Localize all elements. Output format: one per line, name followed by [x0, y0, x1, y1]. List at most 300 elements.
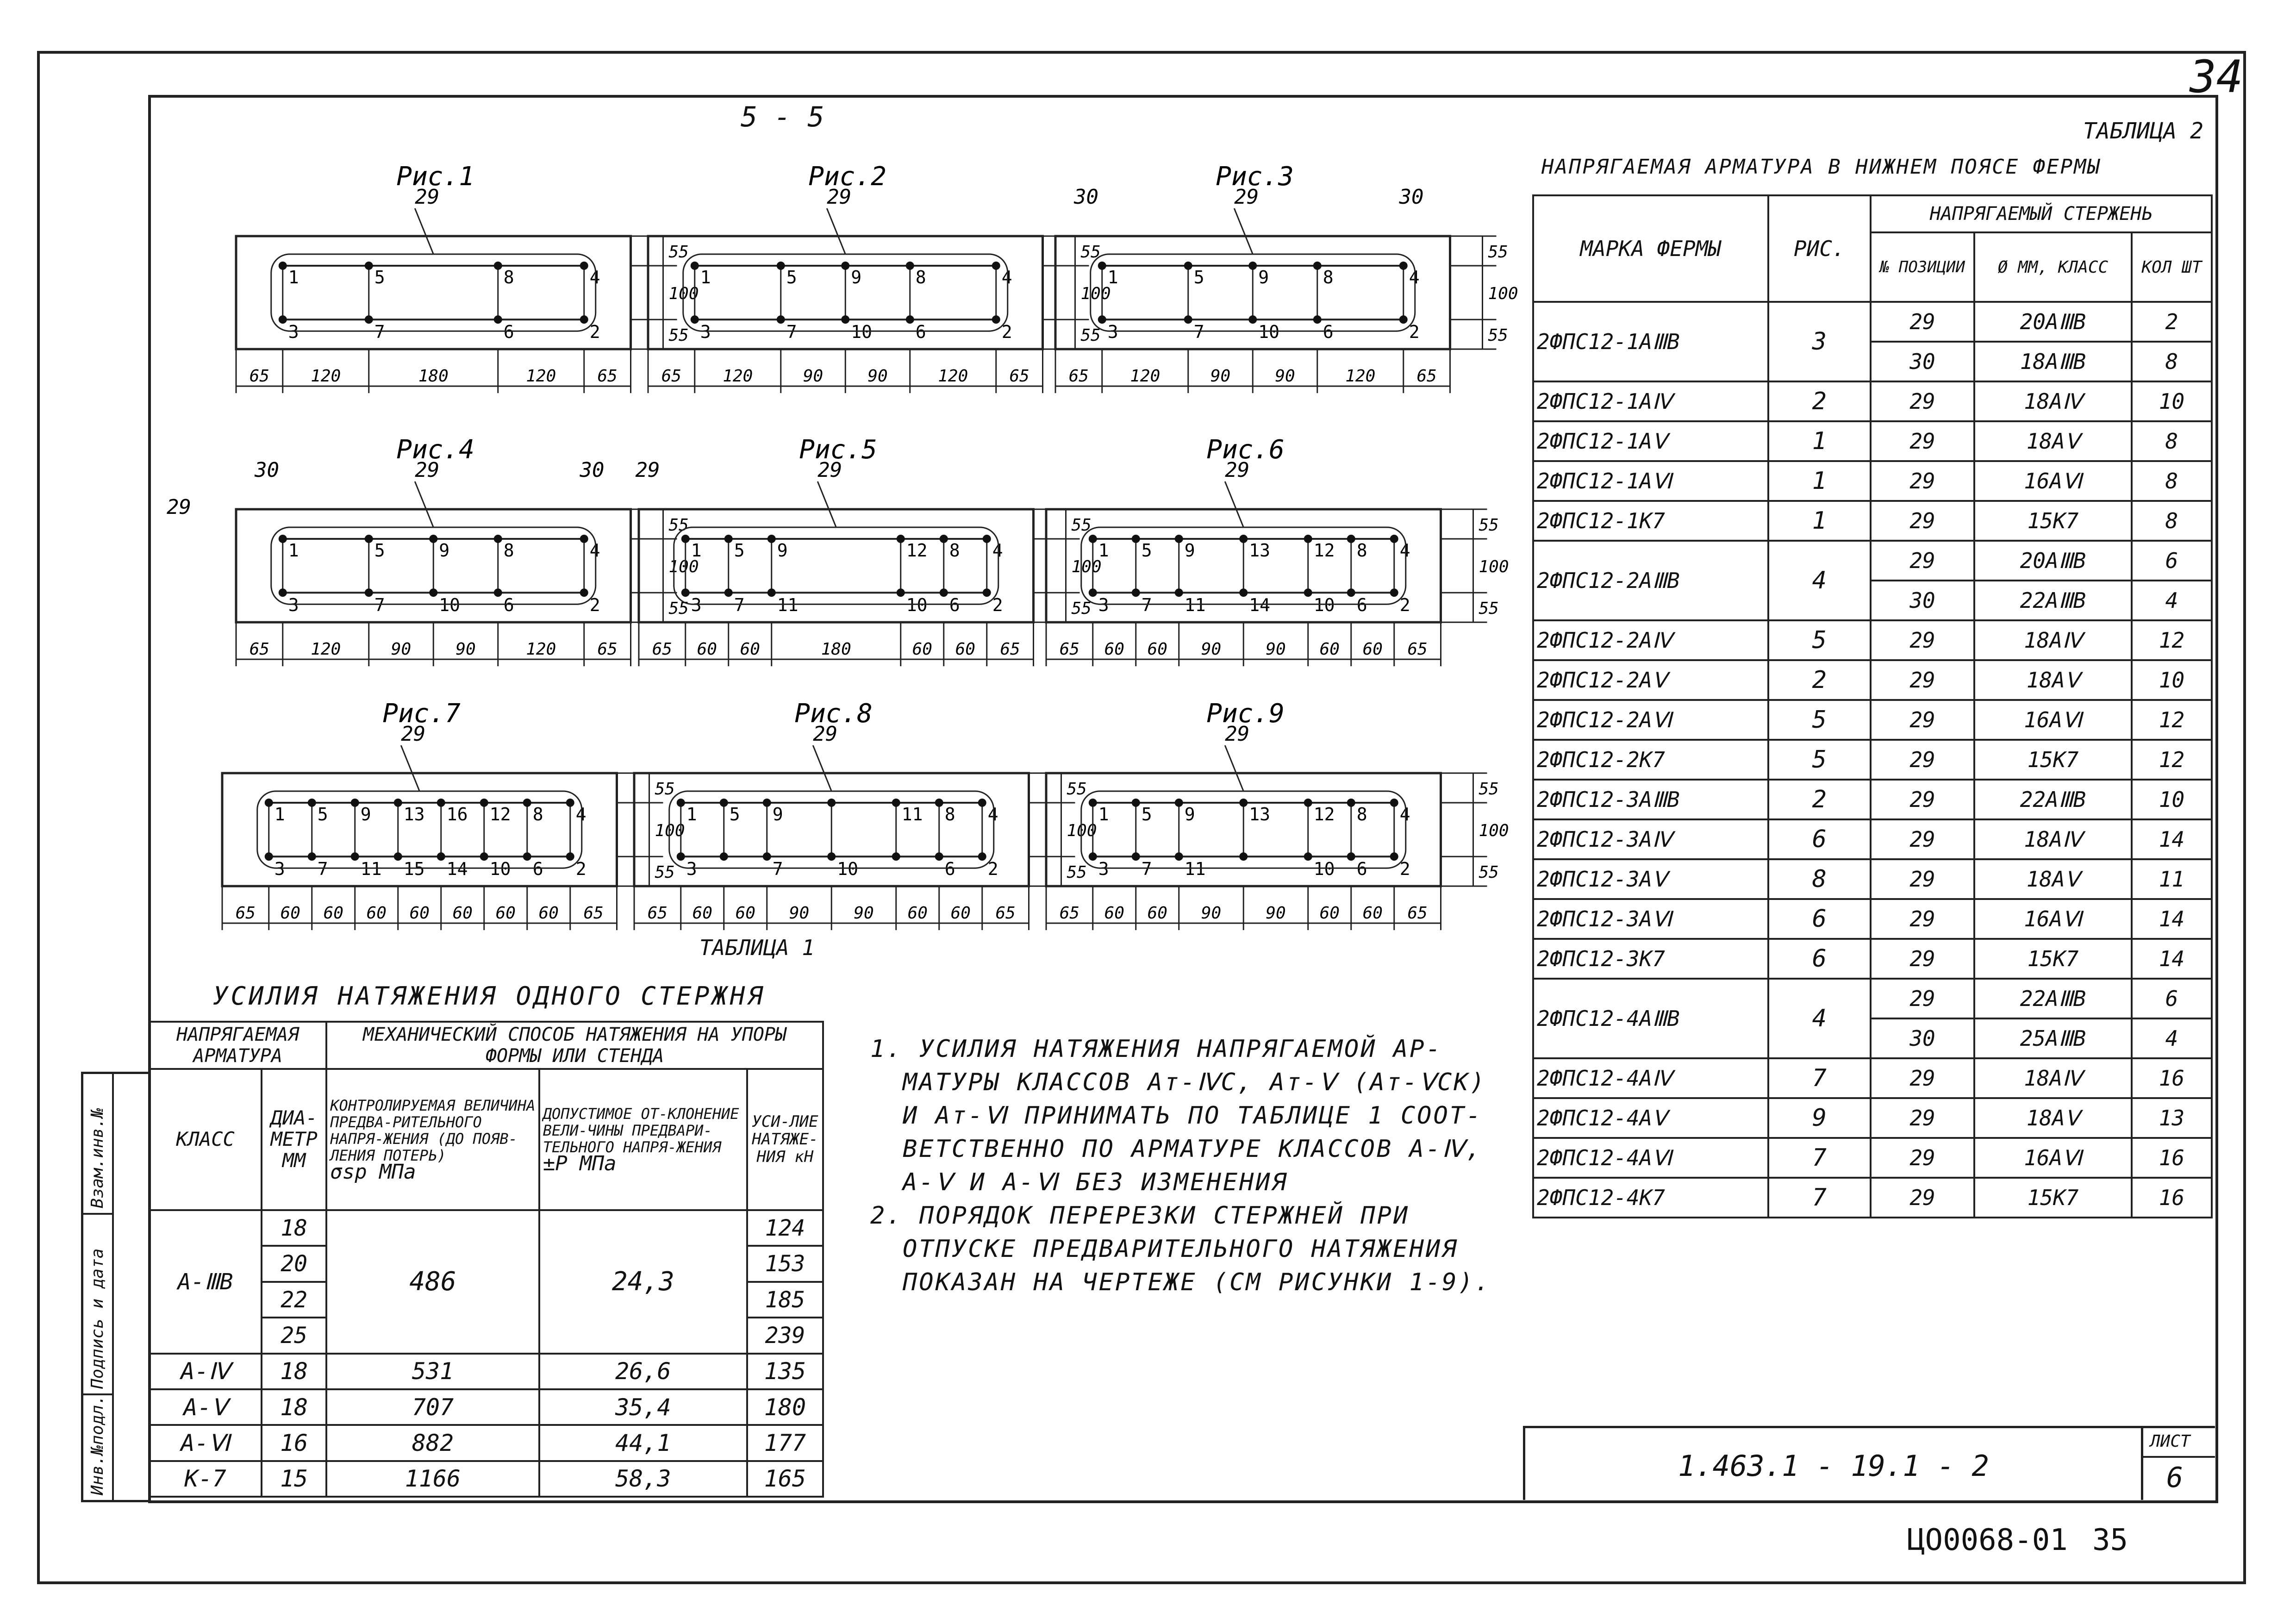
dim-label-vertical: 55: [1067, 779, 1087, 799]
bar-number: 2: [1399, 595, 1410, 616]
t2-mark: 2ФПС12-4АⅥ: [1533, 1138, 1768, 1178]
note-line: МАТУРЫ КЛАССОВ Ат-ⅣС, Ат-Ⅴ (Ат-ⅤСК): [903, 1068, 1486, 1096]
bar-number: 3: [1098, 859, 1109, 880]
leader-line: [1225, 745, 1243, 791]
t1-h-method: МЕХАНИЧЕСКИЙ СПОСОБ НАТЯЖЕНИЯ НА УПОРЫ ФОРМЫ ИЛИ СТЕНДА: [326, 1022, 823, 1069]
bar-number: 5: [1141, 804, 1152, 824]
t2-qty: 4: [2132, 1018, 2212, 1058]
table2-row: [1533, 939, 2212, 979]
bar-number: 11: [1184, 859, 1206, 880]
bar-number: 8: [949, 540, 960, 561]
table2-row: [1533, 1178, 2212, 1218]
bar-number: 7: [1141, 859, 1152, 880]
t2-dia: 15К7: [1974, 939, 2132, 979]
t1-force: 185: [747, 1282, 823, 1318]
dim-label: 60: [495, 904, 516, 923]
bar-number: 2: [589, 322, 600, 343]
bar-number: 6: [1356, 595, 1367, 616]
table1: [148, 931, 829, 1498]
t1-f: 165: [747, 1461, 823, 1497]
bar-number: 11: [901, 804, 923, 824]
t1-dev: 24,3: [539, 1210, 747, 1353]
bar-number: 2: [1001, 322, 1012, 343]
bar-point: [523, 799, 531, 807]
bar-number: 9: [772, 804, 783, 824]
bar-point: [1239, 852, 1248, 861]
bar-point: [523, 852, 531, 861]
table2-row: [1533, 660, 2212, 700]
dim-label: 120: [311, 367, 341, 386]
dim-label: 60: [697, 640, 717, 659]
t1-force: 124: [747, 1210, 823, 1246]
bar-point: [841, 262, 849, 270]
bar-number: 6: [532, 859, 543, 880]
note-line: ОТПУСКЕ ПРЕДВАРИТЕЛЬНОГО НАТЯЖЕНИЯ: [903, 1235, 1459, 1263]
t2-dia: 16АⅥ: [1974, 899, 2132, 939]
bar-number: 6: [1356, 859, 1367, 880]
side-stamp: [81, 1072, 150, 1502]
t2-mark: 2ФПС12-4К7: [1533, 1178, 1768, 1218]
bar-number: 10: [439, 595, 461, 616]
bar-point: [394, 799, 402, 807]
leader-line: [1234, 208, 1253, 254]
dim-label-vertical: 100: [1067, 821, 1097, 841]
bar-point: [480, 799, 488, 807]
t2-pos: 30: [1871, 581, 1974, 620]
bar-point: [1304, 852, 1312, 861]
t1-diam: 25: [262, 1318, 326, 1353]
t2-pos: 29: [1871, 1098, 1974, 1138]
dim-label-vertical: 55: [1071, 515, 1092, 535]
t2-dia: 18АⅣ: [1974, 1058, 2132, 1098]
t2-h-fig: РИС.: [1768, 195, 1871, 302]
position-label: 29: [817, 458, 842, 482]
t2-fig: 1: [1768, 501, 1871, 541]
bar-point: [365, 315, 373, 324]
t2-fig: 7: [1768, 1138, 1871, 1178]
dim-label: 60: [452, 904, 473, 923]
table2-row: [1533, 899, 2212, 939]
t2-qty: 11: [2132, 859, 2212, 899]
bar-number: 8: [1356, 540, 1367, 561]
t2-h-pos: № ПОЗИЦИИ: [1871, 232, 1974, 302]
leader-line: [813, 745, 831, 791]
t1-h-armatura: НАПРЯГАЕМАЯ АРМАТУРА: [149, 1022, 326, 1069]
figure-title: Рис.3: [1216, 162, 1294, 192]
dim-label-vertical: 55: [1071, 599, 1092, 618]
t1-d: 18: [262, 1389, 326, 1425]
bar-number: 2: [987, 859, 998, 880]
t2-pos: 29: [1871, 421, 1974, 461]
dim-label-vertical: 55: [1479, 863, 1499, 882]
table2-row: [1533, 421, 2212, 461]
t1-f: 177: [747, 1425, 823, 1461]
t2-pos: 29: [1871, 1178, 1974, 1218]
bar-point: [365, 588, 373, 597]
t2-dia: 15К7: [1974, 1178, 2132, 1218]
t2-fig: 6: [1768, 819, 1871, 859]
bar-number: 13: [1249, 540, 1271, 561]
bar-number: 1: [686, 804, 697, 824]
t2-fig: 1: [1768, 421, 1871, 461]
bar-point: [720, 852, 728, 861]
bar-number: 14: [446, 859, 468, 880]
dim-label: 90: [803, 367, 824, 386]
bar-point: [677, 799, 685, 807]
t2-fig: 7: [1768, 1058, 1871, 1098]
bar-number: 16: [446, 804, 468, 824]
figure-title: Рис.2: [808, 162, 886, 192]
bar-number: 3: [274, 859, 285, 880]
dim-label: 60: [1104, 904, 1124, 923]
bar-number: 5: [1141, 540, 1152, 561]
bar-number: 4: [1399, 804, 1410, 824]
bar-number: 7: [734, 595, 745, 616]
bar-number: 11: [1184, 595, 1206, 616]
t2-mark: 2ФПС12-2АⅢВ: [1533, 541, 1768, 620]
bar-number: 10: [489, 859, 511, 880]
dim-label: 90: [1210, 367, 1231, 386]
bar-number: 9: [1184, 540, 1195, 561]
t1-h-control: [326, 1069, 539, 1210]
bar-number: 6: [915, 322, 926, 343]
dim-label: 65: [249, 367, 270, 386]
bar-point: [1304, 535, 1312, 543]
bar-point: [777, 315, 785, 324]
archive-code: ЦО0068-01: [1907, 1523, 2068, 1557]
dim-label-vertical: 55: [668, 515, 689, 535]
dim-label: 60: [1362, 640, 1383, 659]
dim-label: 65: [1407, 904, 1428, 923]
bar-number: 6: [503, 595, 514, 616]
bar-point: [1239, 535, 1248, 543]
bar-point: [279, 535, 287, 543]
t2-qty: 16: [2132, 1138, 2212, 1178]
leader-line: [401, 745, 419, 791]
t1-d: 18: [262, 1354, 326, 1389]
dim-label: 60: [907, 904, 928, 923]
bar-number: 4: [589, 267, 600, 287]
t2-dia: 18АⅣ: [1974, 620, 2132, 660]
bar-point: [691, 262, 699, 270]
t2-fig: 6: [1768, 899, 1871, 939]
t1-h-force: УСИ-ЛИЕ НАТЯЖЕ-НИЯ кН: [747, 1069, 823, 1210]
t2-pos: 29: [1871, 819, 1974, 859]
bar-point: [1390, 588, 1398, 597]
bar-point: [906, 315, 914, 324]
t1-diam: 18: [262, 1210, 326, 1246]
t1-f: 135: [747, 1354, 823, 1389]
bar-point: [767, 535, 776, 543]
t2-qty: 8: [2132, 421, 2212, 461]
t2-pos: 29: [1871, 740, 1974, 780]
bar-point: [494, 535, 502, 543]
t1-cls: А-Ⅵ: [149, 1425, 262, 1461]
t2-qty: 10: [2132, 780, 2212, 819]
bar-number: 6: [949, 595, 960, 616]
bar-point: [265, 852, 273, 861]
dim-label: 65: [1416, 367, 1437, 386]
bar-point: [1347, 588, 1355, 597]
page-number: 34: [2190, 51, 2243, 103]
bar-point: [1098, 262, 1106, 270]
table2-grid: [1532, 194, 2213, 1218]
dim-label-vertical: 55: [668, 326, 689, 345]
t2-qty: 10: [2132, 381, 2212, 421]
t1-cls: А-Ⅴ: [149, 1389, 262, 1425]
dim-label: 90: [789, 904, 810, 923]
table2-row: [1533, 700, 2212, 740]
bar-point: [279, 315, 287, 324]
t2-qty: 16: [2132, 1058, 2212, 1098]
dim-label: 90: [1266, 640, 1286, 659]
sheet-number: 6: [2166, 1462, 2184, 1494]
dim-label: 90: [1201, 904, 1222, 923]
bar-point: [580, 262, 588, 270]
dim-label: 90: [391, 640, 412, 659]
bar-point: [429, 588, 437, 597]
bar-number: 6: [944, 859, 955, 880]
bar-number: 9: [360, 804, 371, 824]
bar-number: 4: [1399, 540, 1410, 561]
bar-point: [1184, 262, 1192, 270]
dim-label: 60: [323, 904, 343, 923]
t2-dia: 18АⅣ: [1974, 381, 2132, 421]
table2-title: НАПРЯГАЕМАЯ АРМАТУРА В НИЖНЕМ ПОЯСЕ ФЕРМЫ: [1541, 155, 2102, 179]
dim-label-vertical: 55: [668, 599, 689, 618]
table2-row: [1533, 1098, 2212, 1138]
figure-title: Рис.5: [799, 435, 877, 465]
bar-number: 5: [734, 540, 745, 561]
t1-cls: К-7: [149, 1461, 262, 1497]
bar-point: [580, 315, 588, 324]
dim-label: 60: [955, 640, 975, 659]
bar-point: [940, 588, 948, 597]
dim-label: 65: [1009, 367, 1029, 386]
bar-point: [1089, 852, 1097, 861]
t2-mark: 2ФПС12-4АⅣ: [1533, 1058, 1768, 1098]
dim-label-vertical: 100: [1080, 284, 1111, 304]
bar-number: 3: [288, 322, 299, 343]
bar-point: [494, 315, 502, 324]
t2-qty: 12: [2132, 740, 2212, 780]
bar-point: [1347, 535, 1355, 543]
t2-fig: 5: [1768, 740, 1871, 780]
dim-label: 120: [1345, 367, 1376, 386]
t2-dia: 18АⅤ: [1974, 660, 2132, 700]
t2-pos: 29: [1871, 700, 1974, 740]
figure-title: Рис.1: [396, 162, 474, 192]
table2-row: [1533, 859, 2212, 899]
note-line: А-Ⅴ И А-Ⅵ БЕЗ ИЗМЕНЕНИЯ: [903, 1168, 1288, 1196]
bar-point: [1313, 315, 1322, 324]
t2-qty: 8: [2132, 501, 2212, 541]
bar-point: [1304, 588, 1312, 597]
dim-label: 65: [1000, 640, 1020, 659]
bar-number: 4: [1409, 267, 1420, 287]
dim-label: 65: [1059, 904, 1080, 923]
bar-point: [1248, 315, 1257, 324]
bar-number: 7: [772, 859, 783, 880]
position-label: 29: [415, 185, 440, 209]
position-label: 29: [635, 458, 660, 482]
bar-number: 5: [786, 267, 797, 287]
t2-pos: 29: [1871, 939, 1974, 979]
bar-point: [1089, 535, 1097, 543]
section-label: 5 - 5: [741, 101, 824, 133]
bar-point: [992, 262, 1000, 270]
bar-number: 5: [729, 804, 740, 824]
bar-number: 1: [288, 267, 299, 287]
t2-pos: 29: [1871, 979, 1974, 1018]
table2-caption: ТАБЛИЦА 2: [2083, 118, 2203, 144]
table1-row: [149, 1425, 823, 1461]
bar-number: 7: [374, 322, 385, 343]
t2-dia: 20АⅢВ: [1974, 541, 2132, 581]
leader-line: [415, 481, 433, 527]
dim-label: 90: [455, 640, 476, 659]
bar-point: [681, 535, 690, 543]
t2-pos: 29: [1871, 660, 1974, 700]
bar-number: 8: [532, 804, 543, 824]
dim-label: 60: [950, 904, 971, 923]
bar-point: [763, 799, 771, 807]
dim-label-vertical: 100: [1479, 821, 1509, 841]
dim-label: 65: [647, 904, 668, 923]
bar-point: [1390, 535, 1398, 543]
t2-mark: 2ФПС12-3АⅣ: [1533, 819, 1768, 859]
bar-number: 1: [691, 540, 702, 561]
bar-point: [365, 535, 373, 543]
dim-label: 90: [1275, 367, 1295, 386]
bar-point: [429, 535, 437, 543]
bar-number: 4: [575, 804, 586, 824]
bar-point: [777, 262, 785, 270]
t1-control: 531: [326, 1354, 539, 1389]
bar-point: [1089, 799, 1097, 807]
dim-label-vertical: 100: [655, 821, 685, 841]
dim-label-vertical: 55: [1488, 242, 1508, 262]
dim-label-vertical: 55: [655, 863, 675, 882]
dim-label: 65: [995, 904, 1016, 923]
bar-point: [827, 799, 836, 807]
bar-number: 3: [288, 595, 299, 616]
dim-label-vertical: 55: [1080, 326, 1101, 345]
bar-point: [437, 799, 445, 807]
bar-point: [1098, 315, 1106, 324]
leader-line: [1225, 481, 1243, 527]
dim-label: 60: [1147, 640, 1167, 659]
dim-label: 90: [854, 904, 874, 923]
bar-point: [724, 535, 733, 543]
t2-fig: 4: [1768, 541, 1871, 620]
bar-point: [992, 315, 1000, 324]
bar-number: 12: [1313, 540, 1335, 561]
t2-mark: 2ФПС12-4АⅢВ: [1533, 979, 1768, 1058]
bar-point: [1239, 799, 1248, 807]
bar-number: 5: [1193, 267, 1204, 287]
t1-class: А-ⅢВ: [149, 1210, 262, 1353]
t2-fig: 7: [1768, 1178, 1871, 1218]
bar-point: [394, 852, 402, 861]
dim-label: 65: [661, 367, 682, 386]
figure-title: Рис.7: [382, 699, 461, 729]
dim-label-vertical: 55: [1080, 242, 1101, 262]
t2-qty: 16: [2132, 1178, 2212, 1218]
t1-h-control-text: КОНТРОЛИРУЕМАЯ ВЕЛИЧИНА ПРЕДВА-РИТЕЛЬНОГО НАПРЯ-ЖЕНИЯ (ДО ПОЯВ-ЛЕНИЯ ПОТЕРЬ): [330, 1096, 536, 1164]
bar-point: [1175, 588, 1183, 597]
bar-number: 10: [837, 859, 859, 880]
t2-mark: 2ФПС12-2АⅥ: [1533, 700, 1768, 740]
t2-fig: 3: [1768, 302, 1871, 381]
t2-pos: 29: [1871, 1058, 1974, 1098]
bar-number: 1: [700, 267, 711, 287]
table1-row: [149, 1461, 823, 1497]
dim-label: 120: [1130, 367, 1160, 386]
dim-label: 65: [597, 367, 618, 386]
table1-grid: [148, 1021, 824, 1498]
title-block: [1523, 1426, 2215, 1500]
dim-label: 65: [583, 904, 604, 923]
bar-number: 9: [1184, 804, 1195, 824]
t2-fig: 6: [1768, 939, 1871, 979]
dim-label-vertical: 100: [668, 557, 699, 577]
bar-number: 2: [575, 859, 586, 880]
bar-point: [279, 262, 287, 270]
note-line: 2. ПОРЯДОК ПЕРЕРЕЗКИ СТЕРЖНЕЙ ПРИ: [870, 1202, 1410, 1230]
table1-row: [149, 1210, 823, 1246]
bar-number: 10: [1258, 322, 1280, 343]
t2-dia: 18АⅤ: [1974, 421, 2132, 461]
figure-title: Рис.9: [1206, 699, 1285, 729]
bar-number: 15: [403, 859, 425, 880]
figure-title: Рис.6: [1206, 435, 1285, 465]
position-label: 29: [401, 722, 426, 746]
dim-label: 180: [821, 640, 851, 659]
t2-fig: 2: [1768, 381, 1871, 421]
t2-dia: 15К7: [1974, 740, 2132, 780]
bar-point: [978, 852, 986, 861]
t2-dia: 15К7: [1974, 501, 2132, 541]
t1-dev: 26,6: [539, 1354, 747, 1389]
bar-point: [978, 799, 986, 807]
bar-point: [480, 852, 488, 861]
dim-label: 60: [735, 904, 755, 923]
bar-point: [1304, 799, 1312, 807]
t2-fig: 5: [1768, 700, 1871, 740]
bar-point: [935, 799, 943, 807]
t2-dia: 18АⅤ: [1974, 859, 2132, 899]
t2-dia: 22АⅢВ: [1974, 780, 2132, 819]
t2-mark: 2ФПС12-3АⅥ: [1533, 899, 1768, 939]
t2-dia: 22АⅢВ: [1974, 979, 2132, 1018]
t2-pos: 29: [1871, 541, 1974, 581]
bar-number: 2: [992, 595, 1003, 616]
t2-qty: 10: [2132, 660, 2212, 700]
figure-title: Рис.4: [396, 435, 474, 465]
bar-number: 4: [987, 804, 998, 824]
bar-point: [892, 852, 900, 861]
bar-number: 13: [403, 804, 425, 824]
t2-dia: 20АⅢВ: [1974, 302, 2132, 342]
position-label: 30: [1399, 185, 1424, 209]
t1-control: 1166: [326, 1461, 539, 1497]
bar-point: [724, 588, 733, 597]
bar-point: [897, 588, 905, 597]
t2-pos: 29: [1871, 899, 1974, 939]
dim-label-vertical: 55: [1488, 326, 1508, 345]
t2-pos: 29: [1871, 780, 1974, 819]
